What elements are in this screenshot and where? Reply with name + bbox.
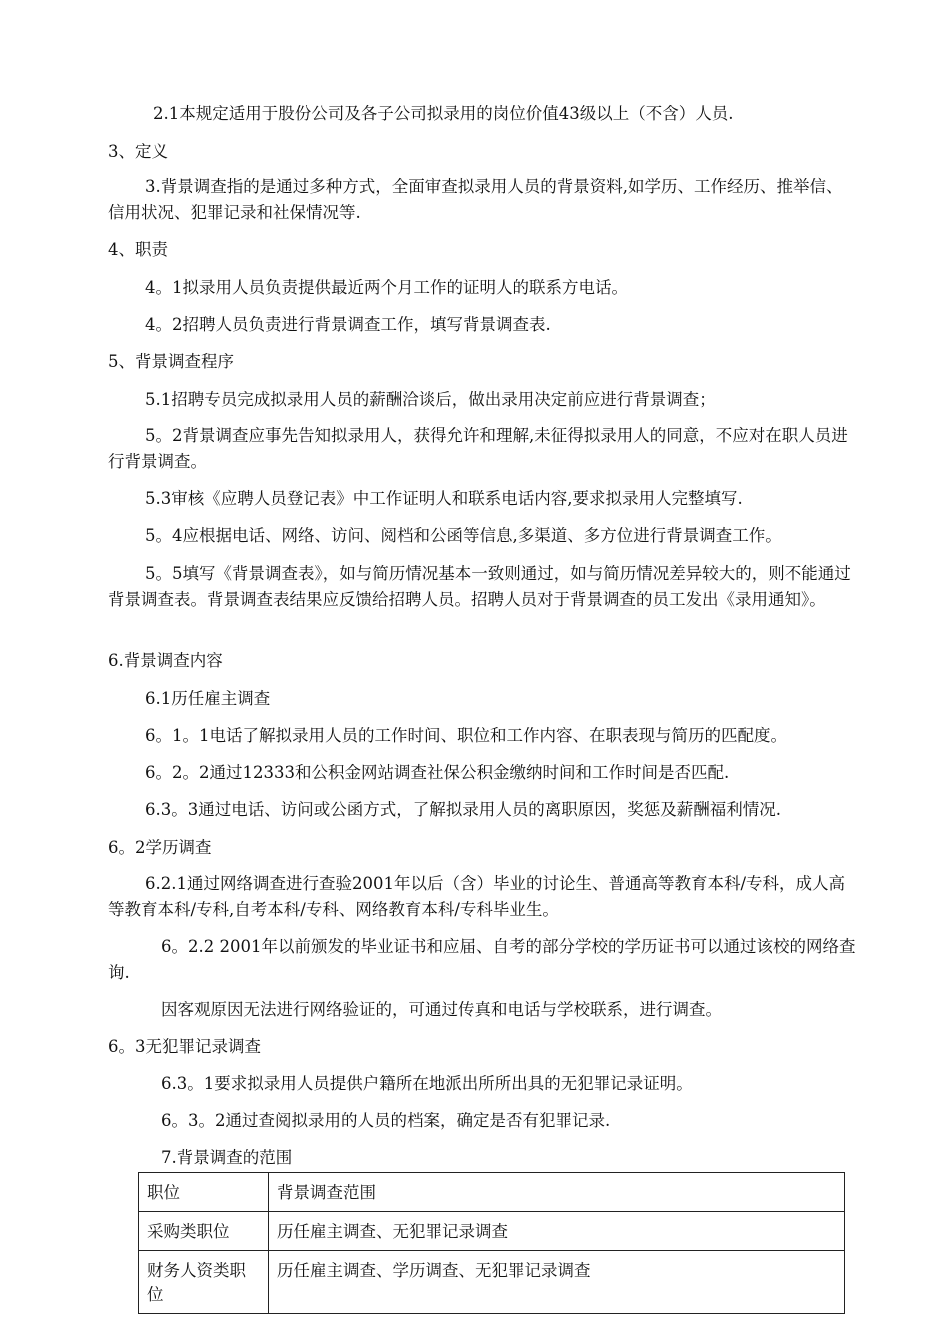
table-cell-position: 采购类职位 [139,1212,269,1251]
paragraph-4-2: 4。2招聘人员负责进行背景调查工作，填写背景调查表. [145,315,551,334]
paragraph-6-2-2-social-security: 6。2。2通过12333和公积金网站调查社保公积金缴纳时间和工作时间是否匹配. [145,763,730,782]
paragraph-3: 3.背景调查指的是通过多种方式，全面审查拟录用人员的背景资料,如学历、工作经历、推举信、信用状况、犯罪记录和社保情况等. [108,177,843,222]
paragraph-4-1: 4。1拟录用人员负责提供最近两个月工作的证明人的联系方电话。 [145,278,628,297]
table-header-position: 职位 [139,1173,269,1212]
background-check-scope-table [138,1172,845,1314]
table-header-scope: 背景调查范围 [269,1173,845,1212]
table-cell-scope: 历任雇主调查、学历调查、无犯罪记录调查 [269,1251,845,1314]
paragraph-6-2-2: 6。2.2 2001年以前颁发的毕业证书和应届、自考的部分学校的学历证书可以通过该校的网络查询. [108,937,856,982]
paragraph-6-3-3: 6.3。3通过电话、访问或公函方式，了解拟录用人员的离职原因，奖惩及薪酬福利情况. [145,800,781,819]
subsection-heading-6-3: 6。3无犯罪记录调查 [108,1037,261,1056]
paragraph-6-1-1: 6。1。1电话了解拟录用人员的工作时间、职位和工作内容、在职表现与简历的匹配度。 [145,726,787,745]
paragraph-5-3: 5.3审核《应聘人员登记表》中工作证明人和联系电话内容,要求拟录用人完整填写. [145,489,743,508]
paragraph-2-1: 2.1本规定适用于股份公司及各子公司拟录用的岗位价值43级以上（不含）人员. [153,104,734,123]
table-row [139,1251,845,1314]
paragraph-6-3-2: 6。3。2通过查阅拟录用的人员的档案，确定是否有犯罪记录. [161,1111,611,1130]
table-cell-position: 财务人资类职位 [139,1251,269,1314]
table-header-row [139,1173,845,1212]
paragraph-6-3-1: 6.3。1要求拟录用人员提供户籍所在地派出所所出具的无犯罪记录证明。 [161,1074,693,1093]
section-heading-4: 4、职责 [108,240,168,259]
subsection-heading-6-1: 6.1历任雇主调查 [145,689,271,708]
section-heading-7: 7.背景调查的范围 [161,1148,293,1167]
table-cell-scope: 历任雇主调查、无犯罪记录调查 [269,1212,845,1251]
paragraph-6-2-1: 6.2.1通过网络调查进行查验2001年以后（含）毕业的讨论生、普通高等教育本科/专科，成人高等教育本科/专科,自考本科/专科、网络教育本科/专科毕业生。 [108,874,846,919]
paragraph-5-5: 5。5填写《背景调查表》，如与简历情况基本一致则通过，如与简历情况差异较大的，则不能通过背景调查表。背景调查表结果应反馈给招聘人员。招聘人员对于背景调查的员工发出《录用通知》。 [108,564,851,609]
section-heading-6: 6.背景调查内容 [108,651,223,670]
paragraph-5-4: 5。4应根据电话、网络、访问、阅档和公函等信息,多渠道、多方位进行背景调查工作。 [145,526,782,545]
table-row [139,1212,845,1251]
paragraph-5-1: 5.1招聘专员完成拟录用人员的薪酬洽谈后，做出录用决定前应进行背景调查； [145,390,716,409]
section-heading-5: 5、背景调查程序 [108,352,234,371]
subsection-heading-6-2: 6。2学历调查 [108,838,212,857]
paragraph-6-2-note: 因客观原因无法进行网络验证的，可通过传真和电话与学校联系，进行调查。 [161,1000,722,1019]
section-heading-3: 3、定义 [108,142,168,161]
paragraph-5-2: 5。2背景调查应事先告知拟录用人，获得允许和理解,未征得拟录用人的同意，不应对在职人员进行背景调查。 [108,426,848,471]
